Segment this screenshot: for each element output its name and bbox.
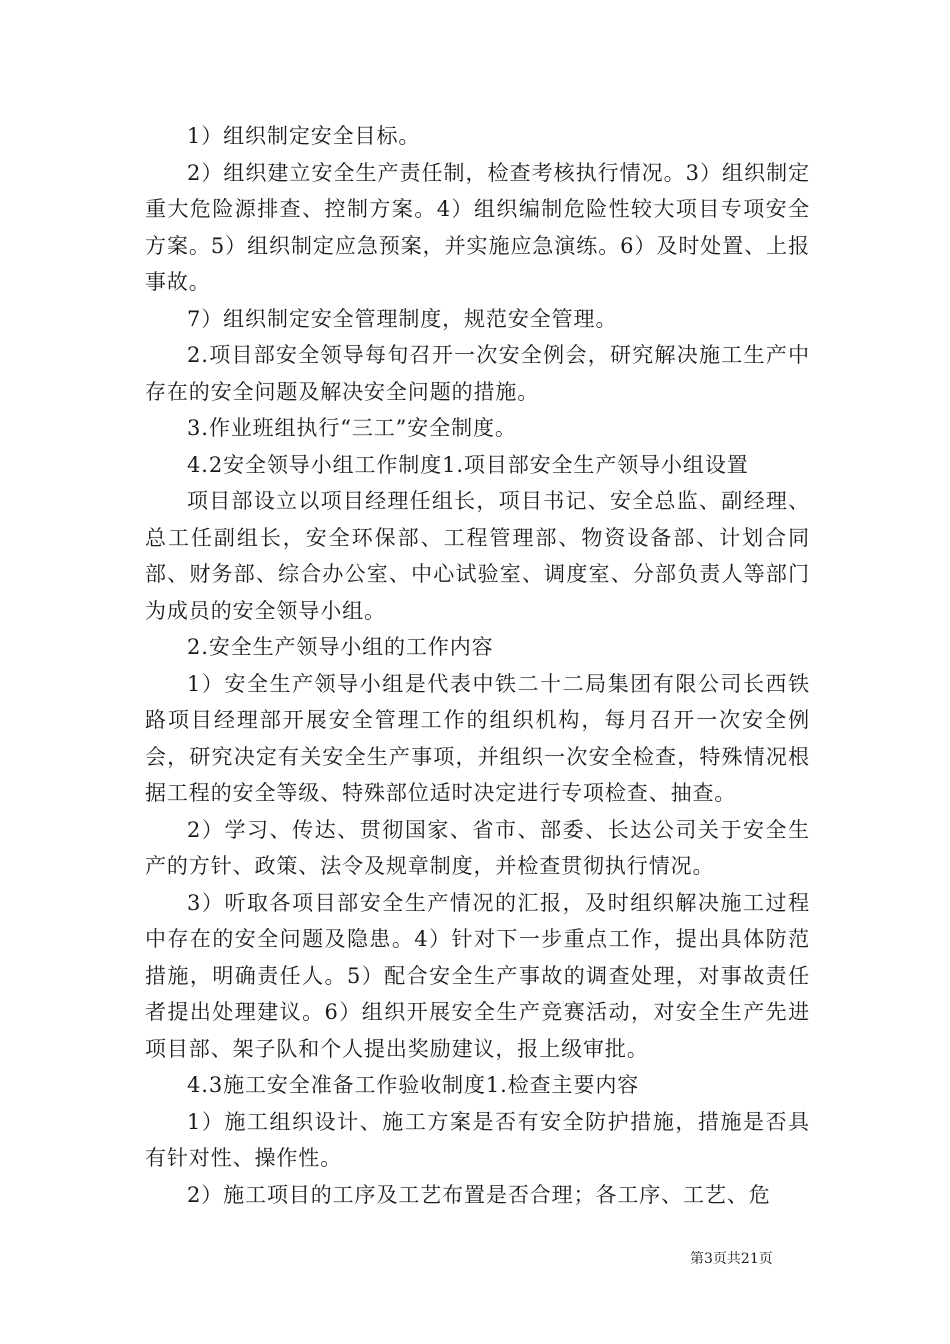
- paragraph-5: 3.作业班组执行“三工”安全制度。: [187, 416, 517, 440]
- paragraph-14: 2）施工项目的工序及工艺布置是否合理；各工序、工艺、危: [187, 1182, 771, 1207]
- paragraph-13: 1）施工组织设计、施工方案是否有安全防护措施，措施是否具有针对性、操作性。: [145, 1109, 810, 1170]
- paragraph-9: 1）安全生产领导小组是代表中铁二十二局集团有限公司长西铁路项目经理部开展安全管理工作的组织机构，每月召开一次安全例会，研究决定有关安全生产事项，并组织一次安全检查，特殊情况根据工程的安全等级、特殊部位适时决定进行专项检查、抽查。: [145, 671, 810, 805]
- document-body: [145, 118, 810, 1213]
- paragraph-11: 3）听取各项目部安全生产情况的汇报，及时组织解决施工过程中存在的安全问题及隐患。4）针对下一步重点工作，提出具体防范措施，明确责任人。5）配合安全生产事故的调查处理，对事故责任者提出处理建议。6）组织开展安全生产竞赛活动，对安全生产先进项目部、架子队和个人提出奖励建议，报上级审批。: [145, 890, 810, 1061]
- section-heading-4-2: 4.2安全领导小组工作制度1.项目部安全生产领导小组设置: [187, 452, 749, 477]
- paragraph-2: 2）组织建立安全生产责任制，检查考核执行情况。3）组织制定重大危险源排查、控制方案。4）组织编制危险性较大项目专项安全方案。5）组织制定应急预案，并实施应急演练。6）及时处置、上报事故。: [145, 160, 810, 294]
- page-number: 第3页共21页: [690, 1251, 773, 1267]
- paragraph-3: 7）组织制定安全管理制度，规范安全管理。: [187, 306, 618, 331]
- subheading-work-content: 2.安全生产领导小组的工作内容: [187, 635, 494, 659]
- paragraph-1: 1）组织制定安全目标。: [187, 124, 421, 148]
- section-heading-4-3: 4.3施工安全准备工作验收制度1.检查主要内容: [187, 1073, 640, 1097]
- paragraph-10: 2）学习、传达、贯彻国家、省市、部委、长达公司关于安全生产的方针、政策、法令及规章制度，并检查贯彻执行情况。: [145, 817, 810, 878]
- paragraph-4: 2.项目部安全领导每旬召开一次安全例会，研究解决施工生产中存在的安全问题及解决安全问题的措施。: [145, 343, 810, 404]
- paragraph-7: 项目部设立以项目经理任组长，项目书记、安全总监、副经理、总工任副组长，安全环保部、工程管理部、物资设备部、计划合同部、财务部、综合办公室、中心试验室、调度室、分部负责人等部门为成员的安全领导小组。: [145, 489, 810, 623]
